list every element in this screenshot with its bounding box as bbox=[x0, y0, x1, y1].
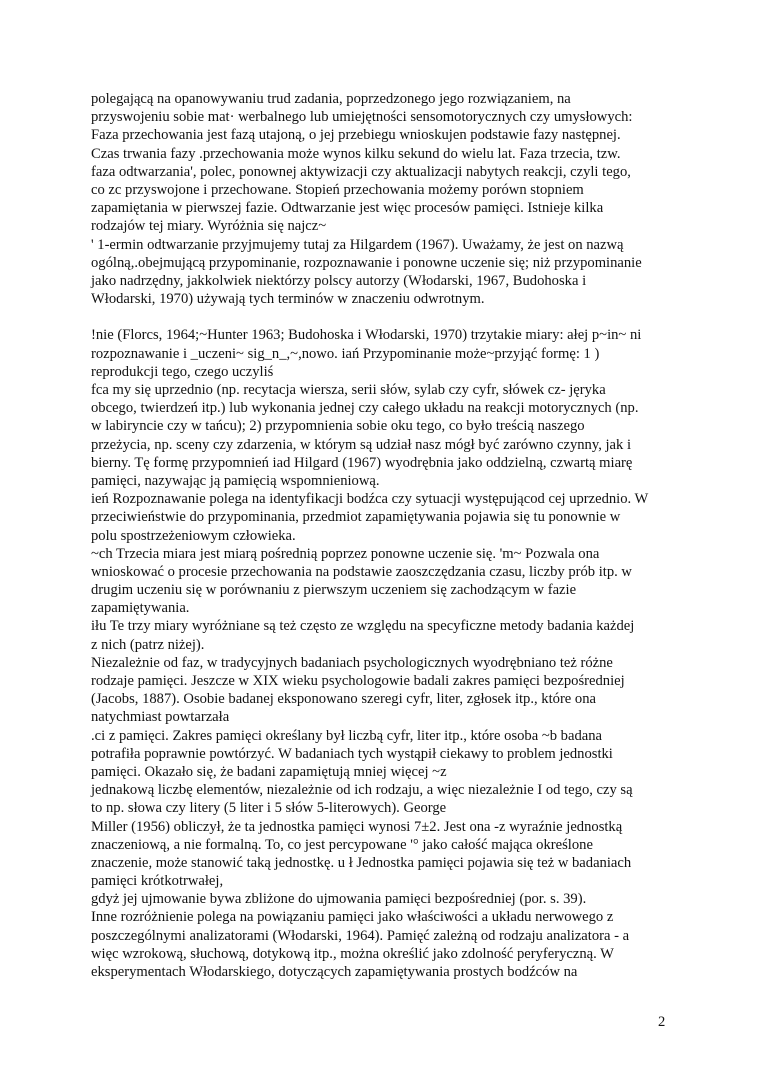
text-line: polu spostrzeżeniowym człowieka. bbox=[91, 527, 296, 544]
text-line: .ci z pamięci. Zakres pamięci określany był liczbą cyfr, liter itp., które osoba ~b badana bbox=[91, 727, 603, 744]
text-line: zapamiętywania. bbox=[91, 600, 190, 617]
text-line: przyswojeniu sobie mat· werbalnego lub umiejętności sensomotorycznych czy umysłowych: bbox=[91, 109, 633, 126]
text-line: rozpoznawanie i _uczeni~ sig_n_,~,nowo. iań Przypominanie może~przyjąć formę: 1 ) bbox=[91, 345, 600, 362]
text-line: ogólną,.obejmującą przypominanie, rozpoznawanie i ponowne uczenie się; niż przypominanie bbox=[91, 254, 642, 271]
text-line: Faza przechowania jest fazą utajoną, o jej przebiegu wnioskujen podstawie fazy następnej. bbox=[91, 127, 621, 144]
text-line: Inne rozróżnienie polega na powiązaniu pamięci jako właściwości a układu nerwowego z bbox=[91, 909, 614, 926]
text-line: gdyż jej ujmowanie bywa zbliżone do ujmowania pamięci bezpośredniej (por. s. 39). bbox=[91, 891, 587, 908]
text-line: iłu Te trzy miary wyróżniane są też często ze względu na specyficzne metody badania każdej bbox=[91, 618, 635, 635]
text-line: zapamiętania w pierwszej fazie. Odtwarzanie jest więc procesów pamięci. Istnieje kilka bbox=[91, 200, 604, 217]
text-line: wnioskować o procesie przechowania na podstawie zaoszczędzania czasu, liczby prób itp. w bbox=[91, 563, 632, 580]
text-line: natychmiast powtarzała bbox=[91, 709, 230, 726]
text-line: ' 1-ermin odtwarzanie przyjmujemy tutaj za Hilgardem (1967). Uważamy, że jest on nazwą bbox=[91, 236, 624, 253]
text-line: przeciwieństwie do przypominania, przedmiot zapamiętywania pojawia się tu ponownie w bbox=[91, 509, 621, 526]
text-line: znaczenie, może stanowić taką jednostkę. u ł Jednostka pamięci pojawia się też w badaniach bbox=[91, 854, 632, 871]
text-line: bierny. Tę formę przypomnień iad Hilgard (1967) wyodrębnia jako oddzielną, czwartą miarę bbox=[91, 454, 633, 471]
text-line: z nich (patrz niżej). bbox=[91, 636, 205, 653]
text-line: przeżycia, np. sceny czy zdarzenia, w którym są udział nasz mógł być zarówno czynny, jak i bbox=[91, 436, 632, 453]
text-line: Miller (1956) obliczył, że ta jednostka pamięci wynosi 7±2. Jest ona -z wyraźnie jednostką bbox=[91, 818, 623, 835]
text-line: ień Rozpoznawanie polega na identyfikacji bodźca czy sytuacji występującod cej uprzednio. W bbox=[91, 491, 649, 508]
paragraph-gap bbox=[91, 308, 691, 326]
text-line: polegającą na opanowywaniu trud zadania, poprzedzonego jego rozwiązaniem, na bbox=[91, 91, 571, 107]
text-line: co zc przyswojone i przechowane. Stopień przechowania możemy porówn stopniem bbox=[91, 181, 584, 198]
text-line: poszczególnymi analizatorami (Włodarski, 1964). Pamięć zależną od rodzaju analizatora - a bbox=[91, 927, 630, 944]
text-line: rodzajów tej miary. Wyróżnia się najcz~ bbox=[91, 218, 327, 235]
text-line: !nie (Florcs, 1964;~Hunter 1963; Budohoska i Włodarski, 1970) trzytakie miary: ałej p~in~ ni bbox=[91, 327, 642, 344]
text-line: jednakową liczbę elementów, niezależnie od ich rodzaju, a więc niezależnie I od tego, czy są bbox=[91, 782, 633, 799]
text-line: jako nadrzędny, jakkolwiek niektórzy polscy autorzy (Włodarski, 1967, Budohoska i bbox=[91, 272, 587, 289]
text-line: więc wzrokową, słuchową, dotykową itp., można określić jako zdolność peryferyczną. W bbox=[91, 945, 614, 962]
page-number: 2 bbox=[658, 1014, 666, 1030]
body-text bbox=[91, 90, 691, 981]
text-line: reprodukcji tego, czego uczyliś bbox=[91, 363, 274, 380]
text-line: pamięci, nazywając ją pamięcią wspomnieniową. bbox=[91, 472, 380, 489]
text-line: rodzaje pamięci. Jeszcze w XIX wieku psychologowie badali zakres pamięci bezpośredniej bbox=[91, 673, 625, 689]
text-line: Włodarski, 1970) używają tych terminów w znaczeniu odwrotnym. bbox=[91, 291, 485, 308]
text-line: ~ch Trzecia miara jest miarą pośrednią poprzez ponowne uczenie się. 'm~ Pozwala ona bbox=[91, 545, 600, 562]
text-line: to np. słowa czy litery (5 liter i 5 słów 5-literowych). George bbox=[91, 800, 447, 817]
text-line: drugim uczeniu się w porównaniu z pierwszym uczeniem się zachodzącym w fazie bbox=[91, 582, 577, 599]
text-line: faza odtwarzania', polec, ponownej aktywizacji czy aktualizacji nabytych reakcji, czyli tego, bbox=[91, 163, 631, 180]
text-line: pamięci. Okazało się, że badani zapamiętują mniej więcej ~z bbox=[91, 763, 447, 780]
text-line: Czas trwania fazy .przechowania może wynos kilku sekund do wielu lat. Faza trzecia, tzw. bbox=[91, 145, 621, 162]
text-line: (Jacobs, 1887). Osobie badanej eksponowano szeregi cyfr, liter, zgłosek itp., które ona bbox=[91, 691, 597, 708]
text-line: eksperymentach Włodarskiego, dotyczących zapamiętywania prostych bodźców na bbox=[91, 964, 578, 980]
text-line: Niezależnie od faz, w tradycyjnych badaniach psychologicznych wyodrębniano też różne bbox=[91, 654, 613, 671]
text-line: obcego, twierdzeń itp.) lub wykonania jednej czy całego układu na reakcji motorycznych (np. bbox=[91, 400, 639, 417]
text-line: znaczeniową, a nie formalną. To, co jest percypowane '° jako całość mająca określone bbox=[91, 836, 593, 853]
text-line: pamięci krótkotrwałej, bbox=[91, 873, 224, 890]
text-line: w labiryncie czy w tańcu); 2) przypomnienia sobie oku tego, co było treścią naszego bbox=[91, 418, 585, 435]
text-line: potrafiła poprawnie powtórzyć. W badaniach tych wystąpił ciekawy to problem jednostki bbox=[91, 745, 613, 762]
text-line: fca my się uprzednio (np. recytacja wiersza, serii słów, sylab czy cyfr, słówek cz- jęryka bbox=[91, 382, 606, 398]
